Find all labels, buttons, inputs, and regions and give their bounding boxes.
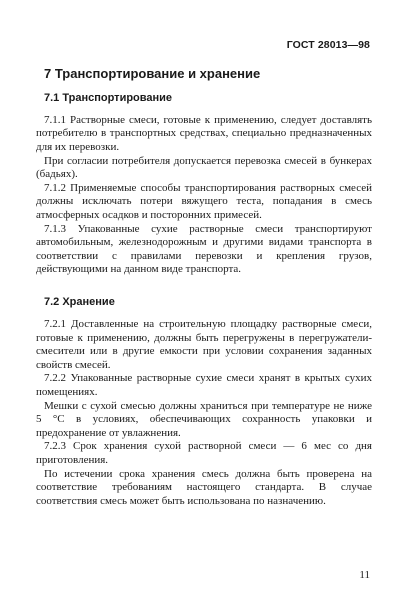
paragraph: По истечении срока хранения смесь должна быть проверена на соответствие требованиям настоящего стандарта. В случае соответствия смесь может быть использована по назначению. xyxy=(36,467,372,507)
paragraph: 7.1.2 Применяемые способы транспортирования растворных смесей должны исключать потери вяжущего теста, попадания в смесь атмосферных осадков и посторонних примесей. xyxy=(36,181,372,221)
page-number: 11 xyxy=(359,569,370,581)
paragraph: 7.2.2 Упакованные растворные сухие смеси хранят в крытых сухих помещениях. xyxy=(36,372,372,399)
paragraph: 7.1.1 Растворные смеси, готовые к применению, следует доставлять потребителю в транспортных средствах, специально предназначенных для их перевозки. xyxy=(36,113,372,153)
subsection-heading-transport: 7.1 Транспортирование xyxy=(44,91,173,104)
paragraph: При согласии потребителя допускается перевозка смесей в бункерах (бадьях). xyxy=(36,154,372,181)
paragraph: Мешки с сухой смесью должны храниться при температуре не ниже 5 °С в условиях, обеспечивающих сохранность упаковки и предохранение от увлажнения. xyxy=(36,399,372,439)
paragraph: 7.2.1 Доставленные на строительную площадку растворные смеси, готовые к применению, должны быть перегружены в перегружатели-смесители или в другие емкости при условии сохранения заданных свойств смесей. xyxy=(36,318,372,371)
paragraph: 7.1.3 Упакованные сухие растворные смеси транспортируют автомобильным, железнодорожным и другими видами транспорта в соответствии с правилами перевозки и крепления грузов, действующими на данном виде транспорта. xyxy=(36,222,372,276)
paragraph: 7.2.3 Срок хранения сухой растворной смеси — 6 мес со дня приготовления. xyxy=(36,440,372,467)
document-id-header: ГОСТ 28013—98 xyxy=(286,39,370,51)
subsection-heading-storage: 7.2 Хранение xyxy=(44,295,115,308)
section-heading: 7 Транспортирование и хранение xyxy=(44,66,261,81)
page-content xyxy=(36,60,372,508)
